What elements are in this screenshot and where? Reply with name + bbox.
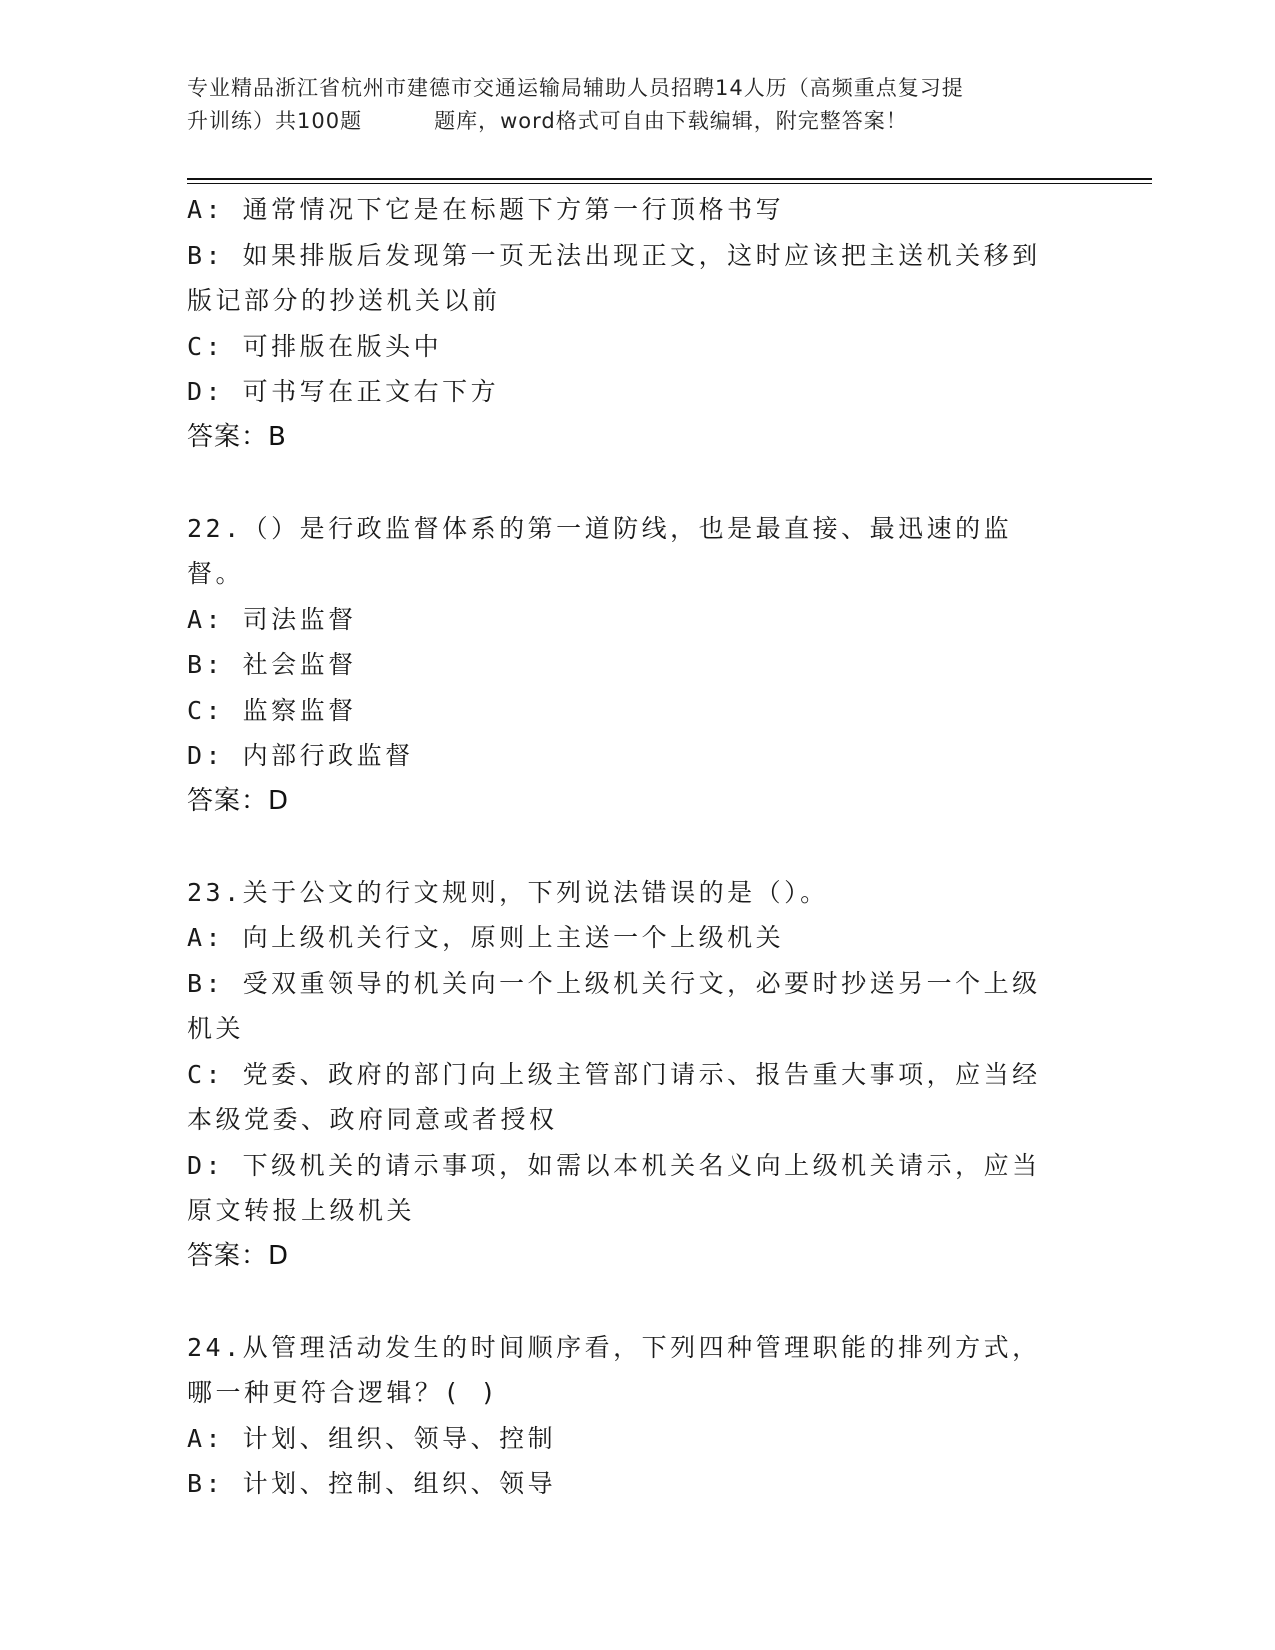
option-a: A: 通常情况下它是在标题下方第一行顶格书写: [187, 195, 785, 224]
header-divider-thin: [187, 183, 1152, 184]
option-b: B: 计划、控制、组织、领导: [187, 1469, 557, 1498]
option-c: C: 监察监督: [187, 695, 357, 725]
option-d: D: 下级机关的请示事项，如需以本机关名义向上级机关请示，应当原文转报上级机关: [187, 1150, 1041, 1225]
option-d: D: 可书写在正文右下方: [187, 377, 500, 406]
answer: 答案：D: [187, 785, 290, 816]
answer: 答案：B: [187, 421, 287, 452]
header-title-part-2: 题库，word格式可自由下载编辑，附完整答案！: [434, 109, 908, 133]
question-stem: 23.关于公文的行文规则，下列说法错误的是（）。: [187, 877, 829, 907]
option-a: A: 向上级机关行文，原则上主送一个上级机关: [187, 923, 785, 952]
question-stem: 24.从管理活动发生的时间顺序看，下列四种管理职能的排列方式，哪一种更符合逻辑？( ): [187, 1332, 1041, 1407]
header-title-part-1: 升训练）共100题: [187, 109, 363, 133]
question-22: [187, 506, 1067, 825]
question-stem: 22.（）是行政监督体系的第一道防线，也是最直接、最迅速的监督。: [187, 513, 1013, 588]
option-b: B: 社会监督: [187, 650, 357, 679]
question-list: [187, 187, 1067, 1507]
option-a: A: 司法监督: [187, 604, 357, 634]
question-21-continued: [187, 187, 1067, 460]
option-b: B: 如果排版后发现第一页无法出现正文，这时应该把主送机关移到版记部分的抄送机关以前: [187, 240, 1041, 315]
option-b: B: 受双重领导的机关向一个上级机关行文，必要时抄送另一个上级机关: [187, 968, 1041, 1043]
header-divider-thick: [187, 178, 1152, 180]
option-d: D: 内部行政监督: [187, 741, 414, 770]
question-23: [187, 870, 1067, 1280]
header-title-line-1: 专业精品浙江省杭州市建德市交通运输局辅助人员招聘14人历（高频重点复习提: [187, 76, 964, 100]
answer: 答案：D: [187, 1240, 290, 1271]
option-a: A: 计划、组织、领导、控制: [187, 1423, 557, 1453]
header-title-line-2: [187, 105, 1067, 138]
page-header: [187, 72, 1067, 138]
option-c: C: 可排版在版头中: [187, 331, 443, 361]
question-24: [187, 1325, 1067, 1507]
option-c: C: 党委、政府的部门向上级主管部门请示、报告重大事项，应当经本级党委、政府同意或者授权: [187, 1059, 1041, 1134]
